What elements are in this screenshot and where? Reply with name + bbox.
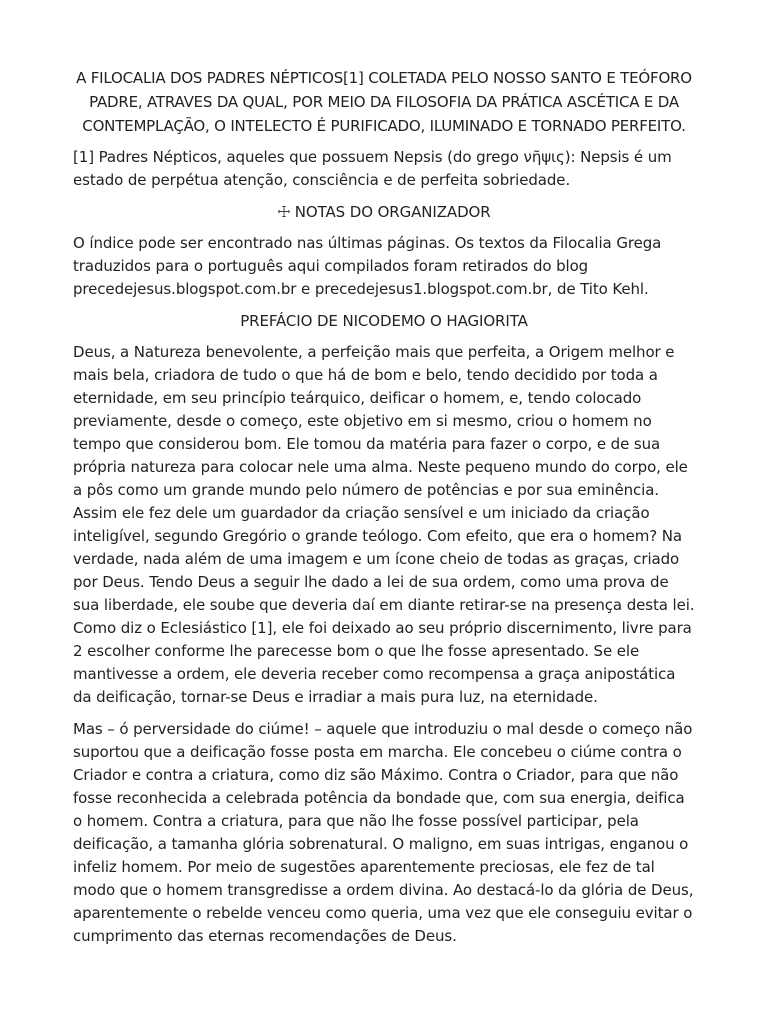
notes-heading — [73, 201, 695, 224]
preface-paragraph-2: Mas – ó perversidade do ciúme! – aquele que introduziu o mal desde o começo não suportou que a deificação fosse posta em marcha. Ele concebeu o ciúme contra o Criador e contra a criatura, como diz são Máximo. Contra o Criador, para que não fosse reconhecida a celebrada potência da bondade que, com sua energia, deifica o homem. Contra a criatura, para que não lhe fosse possível participar, pela deificação, a tamanha glória sobrenatural. O maligno, em suas intrigas, enganou o infeliz homem. Por meio de sugestões aparentemente preciosas, ele fez de tal modo que o homem transgredisse a ordem divina. Ao destacá-lo da glória de Deus, aparentemente o rebelde venceu como queria, uma vez que ele conseguiu evitar o cumprimento das eternas recomendações de Deus. — [73, 720, 694, 945]
title-footnote: [1] Padres Népticos, aqueles que possuem Nepsis (do grego νῆψις): Nepsis é um estado de perpétua atenção, consciência e de perfeita sobriedade. — [73, 148, 672, 189]
document-page — [73, 66, 695, 957]
document-title: A FILOCALIA DOS PADRES NÉPTICOS[1] COLETADA PELO NOSSO SANTO E TEÓFORO PADRE, ATRAVES DA QUAL, POR MEIO DA FILOSOFIA DA PRÁTICA ASCÉTICA E DA CONTEMPLAÇÃO, O INTELECTO É PURIFICADO, ILUMINADO E TORNADO PERFEITO. — [76, 69, 692, 135]
preface-paragraph-1: Deus, a Natureza benevolente, a perfeição mais que perfeita, a Origem melhor e mais bela, criadora de tudo o que há de bom e belo, tendo decidido por toda a eternidade, em seu princípio teárquico, deificar o homem, e, tendo colocado previamente, desde o começo, este objetivo em si mesmo, criou o homem no tempo que considerou bom. Ele tomou da matéria para fazer o corpo, e de sua própria natureza para colocar nele uma alma. Neste pequeno mundo do corpo, ele a pôs como um grande mundo pelo número de potências e por sua eminência. Assim ele fez dele um guardador da criação sensível e um iniciado da criação inteligível, segundo Gregório o grande teólogo. Com efeito, que era o homem? Na verdade, nada além de uma imagem e um ícone cheio de todas as graças, criado por Deus. Tendo Deus a seguir lhe dado a lei de sua ordem, como uma prova de sua liberdade, ele soube que deveria daí em diante retirar-se na presença desta lei. Como diz o Eclesiástico [1], ele foi deixado ao seu próprio discernimento, livre para 2 escolher conforme lhe parecesse bom o que lhe fosse apresentado. Se ele mantivesse a ordem, ele deveria receber como recompensa a graça anipostática da deificação, tornar-se Deus e irradiar a mais pura luz, na eternidade. — [73, 343, 695, 706]
notes-paragraph: O índice pode ser encontrado nas últimas páginas. Os textos da Filocalia Grega traduzidos para o português aqui compilados foram retirados do blog precedejesus.blogspot.com.br e precedejesus1.blogspot.com.br, de Tito Kehl. — [73, 234, 662, 298]
preface-heading: PREFÁCIO DE NICODEMO O HAGIORITA — [240, 312, 528, 330]
cross-icon: ☩ — [277, 203, 291, 221]
notes-heading-text: NOTAS DO ORGANIZADOR — [294, 203, 491, 221]
